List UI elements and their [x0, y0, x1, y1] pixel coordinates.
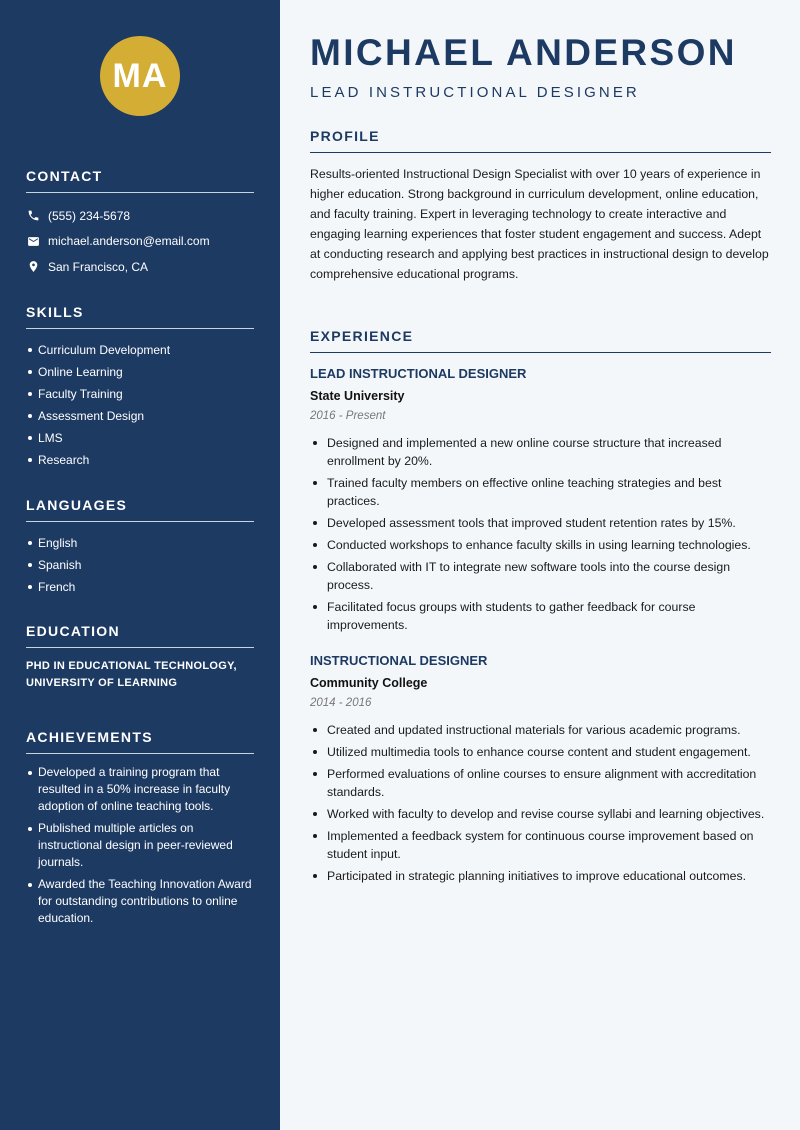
- email-icon: [26, 234, 40, 248]
- achievement-item: Developed a training program that resulted in a 50% increase in faculty adoption of online teaching tools.: [26, 764, 254, 815]
- job-title: INSTRUCTIONAL DESIGNER: [310, 653, 488, 668]
- languages-section: [26, 497, 254, 598]
- profile-heading: PROFILE: [310, 128, 771, 153]
- contact-heading: CONTACT: [26, 168, 254, 193]
- job-bullet: Participated in strategic planning initiatives to improve educational outcomes.: [310, 867, 771, 885]
- job-bullet: Implemented a feedback system for continuous course improvement based on student input.: [310, 827, 771, 863]
- job-entry: [310, 366, 771, 638]
- skill-item: Curriculum Development: [26, 339, 254, 361]
- achievements-section: [26, 729, 254, 932]
- phone-icon: [26, 209, 40, 223]
- achievements-list: [26, 764, 254, 927]
- job-entry: [310, 653, 771, 889]
- experience-section: [310, 328, 771, 364]
- skill-item: LMS: [26, 427, 254, 449]
- skill-item: Assessment Design: [26, 405, 254, 427]
- skills-list: [26, 339, 254, 471]
- job-bullet: Performed evaluations of online courses to ensure alignment with accreditation standards.: [310, 765, 771, 801]
- skill-item: Online Learning: [26, 361, 254, 383]
- contact-phone: [26, 203, 254, 229]
- avatar: MA: [100, 36, 180, 116]
- job-organization: State University: [310, 389, 405, 403]
- achievement-item: Published multiple articles on instructional design in peer-reviewed journals.: [26, 820, 254, 871]
- contact-phone-text[interactable]: (555) 234-5678: [48, 208, 131, 223]
- achievements-heading: ACHIEVEMENTS: [26, 729, 254, 754]
- job-bullets: [310, 434, 771, 634]
- job-bullet: Developed assessment tools that improved student retention rates by 15%.: [310, 514, 771, 532]
- sidebar: [0, 0, 280, 1130]
- job-bullets: [310, 721, 771, 885]
- candidate-title: LEAD INSTRUCTIONAL DESIGNER: [310, 84, 640, 101]
- job-organization: Community College: [310, 676, 428, 690]
- contact-email: [26, 229, 254, 255]
- contact-section: [26, 168, 254, 280]
- languages-heading: LANGUAGES: [26, 497, 254, 522]
- contact-location: [26, 254, 254, 280]
- contact-location-text: San Francisco, CA: [48, 259, 149, 274]
- contact-email-text[interactable]: michael.anderson@email.com: [48, 234, 210, 249]
- job-bullet: Conducted workshops to enhance faculty skills in using learning technologies.: [310, 536, 771, 554]
- skill-item: Research: [26, 449, 254, 471]
- job-bullet: Created and updated instructional materials for various academic programs.: [310, 721, 771, 739]
- job-dates: 2014 - 2016: [310, 697, 372, 709]
- job-title: LEAD INSTRUCTIONAL DESIGNER: [310, 366, 527, 381]
- profile-text: Results-oriented Instructional Design Specialist with over 10 years of experience in higher education. Strong background in curriculum development, online education, and faculty training. Expert in leveraging technology to create interactive and engaging learning experiences that foster student engagement and success. Adept at conducting research and applying best practices in instructional design to develop comprehensive educational programs.: [310, 167, 769, 281]
- language-item: French: [26, 576, 254, 598]
- location-pin-icon: [26, 260, 40, 274]
- job-bullet: Worked with faculty to develop and revise course syllabi and learning objectives.: [310, 805, 771, 823]
- job-dates: 2016 - Present: [310, 410, 386, 422]
- education-section: [26, 623, 254, 692]
- language-item: English: [26, 532, 254, 554]
- job-bullet: Utilized multimedia tools to enhance course content and student engagement.: [310, 743, 771, 761]
- skills-section: [26, 304, 254, 471]
- education-item: PHD IN EDUCATIONAL TECHNOLOGY, UNIVERSITY OF LEARNING: [26, 660, 237, 689]
- job-bullet: Facilitated focus groups with students to gather feedback for course improvements.: [310, 598, 771, 634]
- language-item: Spanish: [26, 554, 254, 576]
- profile-section: [310, 128, 771, 284]
- job-bullet: Designed and implemented a new online course structure that increased enrollment by 20%.: [310, 434, 771, 470]
- skill-item: Faculty Training: [26, 383, 254, 405]
- languages-list: [26, 532, 254, 598]
- job-bullet: Collaborated with IT to integrate new software tools into the course design process.: [310, 558, 771, 594]
- candidate-name: MICHAEL ANDERSON: [310, 32, 737, 73]
- experience-heading: EXPERIENCE: [310, 328, 771, 353]
- skills-heading: SKILLS: [26, 304, 254, 329]
- job-bullet: Trained faculty members on effective online teaching strategies and best practices.: [310, 474, 771, 510]
- education-heading: EDUCATION: [26, 623, 254, 648]
- achievement-item: Awarded the Teaching Innovation Award for outstanding contributions to online education.: [26, 876, 254, 927]
